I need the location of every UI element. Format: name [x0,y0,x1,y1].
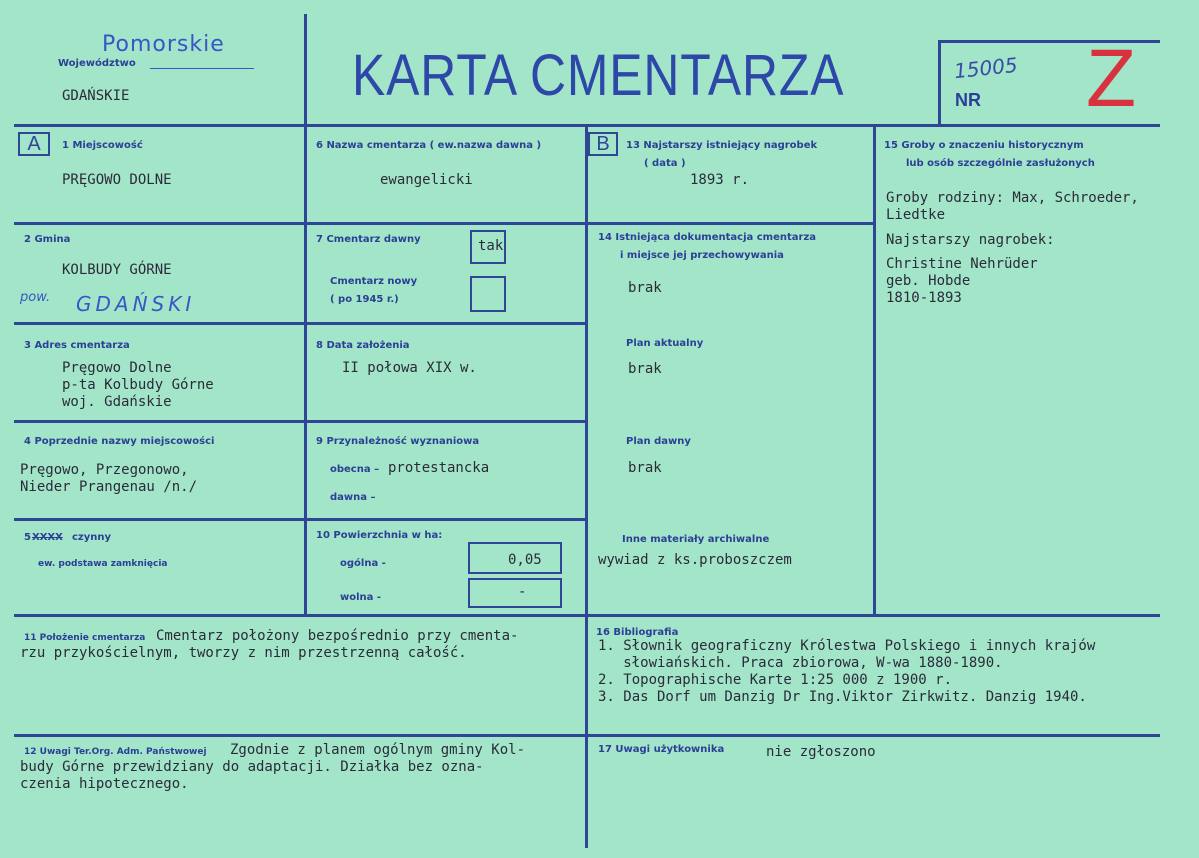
divider-row4 [14,518,588,521]
f10-free-box [468,578,562,608]
f17-value: nie zgłoszono [766,744,876,760]
f7b-checkbox [470,276,506,312]
f10-total-value: 0,05 [508,552,542,568]
region-underline [150,68,254,69]
region-handwritten: Pomorskie [102,32,225,57]
f10-free-label: wolna - [340,592,382,603]
f10-free-value: - [518,584,527,600]
region-label: Województwo [58,58,136,69]
f9-current-value: protestancka [388,460,490,476]
divider-row6 [14,734,1160,737]
f15-label2: lub osób szczególnie zasłużonych [906,158,1095,169]
plan-current-label: Plan aktualny [626,338,704,349]
divider-row3 [14,420,588,423]
f1-label: 1 Miejscowość [62,140,143,151]
plan-former-value: brak [628,460,662,476]
category-letter: Z [1086,33,1137,124]
other-materials-label: Inne materiały archiwalne [622,534,770,545]
f8-value: II połowa XIX w. [342,360,477,376]
f14-label2: i miejsce jej przechowywania [620,250,784,261]
f15-value: Groby rodziny: Max, Schroeder, Liedtke [886,190,1139,223]
f15-value2: Najstarszy nagrobek: [886,232,1055,248]
section-b-badge: B [588,132,618,156]
f12-label: 12 Uwagi Ter.Org. Adm. Państwowej [24,747,207,757]
f17-label: 17 Uwagi użytkownika [598,744,725,755]
f10-label: 10 Powierzchnia w ha: [316,530,443,541]
f8-label: 8 Data założenia [316,340,410,351]
f11-label: 11 Położenie cmentarza [24,633,146,643]
plan-former-label: Plan dawny [626,436,691,447]
f9-former-label: dawna – [330,492,376,503]
nr-label: NR [955,90,981,110]
f9-current-label: obecna – [330,464,380,475]
f4-label: 4 Poprzednie nazwy miejscowości [24,436,215,447]
divider-row1 [14,222,876,225]
divider-col3 [585,124,588,614]
f13-label2: ( data ) [644,158,686,169]
plan-current-value: brak [628,361,662,377]
f2-handwritten-prefix: pow. [20,290,51,305]
divider-row2 [14,322,588,325]
f13-value: 1893 r. [690,172,750,188]
f14-value: brak [628,280,662,296]
card-number-handwritten: 15005 [952,52,1019,84]
region-value: GDAŃSKIE [62,88,130,104]
other-materials-value: wywiad z ks.proboszczem [598,552,792,568]
f15-label: 15 Groby o znaczeniu historycznym [884,140,1084,151]
f3-value: Pręgowo Dolne p-ta Kolbudy Górne woj. Gdańskie [62,360,214,410]
f6-label: 6 Nazwa cmentarza ( ew.nazwa dawna ) [316,140,542,151]
f2-label: 2 Gmina [24,234,71,245]
divider-bottom-middle [585,614,588,848]
f15-value3: Christine Nehrüder geb. Hobde 1810-1893 [886,256,1038,306]
f5-sub-label: ew. podstawa zamknięcia [38,559,168,569]
f14-label: 14 Istniejąca dokumentacja cmentarza [598,232,817,243]
f16-value: 1. Słownik geograficzny Królestwa Polskiego i innych krajów słowiańskich. Praca zbiorowa, W-wa 1880-1890. 2. Topographische Karte 1:25 000 z 1900 r. 3. Das Dorf um Danzig Dr Ing.Viktor Zirkwitz. Danzig 1940. [598,638,1096,705]
section-a-badge: A [18,132,50,156]
f16-label: 16 Bibliografia [596,627,679,638]
f7-value: tak [478,238,504,254]
divider-header-left [304,14,307,614]
f7b-label2: ( po 1945 r.) [330,294,399,305]
f13-label: 13 Najstarszy istniejący nagrobek [626,140,818,151]
f5-label: czynny [72,532,112,543]
divider-col4 [873,124,876,614]
f11-value: Cmentarz położony bezpośrednio przy cmenta- rzu przykościelnym, tworzy z nim przestrzenną całość. [20,628,519,661]
f9-label: 9 Przynależność wyznaniowa [316,436,480,447]
card-title: KARTA CMENTARZA [352,43,845,108]
f5-label-struck: XXXX [32,532,63,543]
divider-nr-box-left [938,40,941,124]
f2-handwritten: GDAŃSKI [76,292,196,316]
f1-value: PRĘGOWO DOLNE [62,172,172,188]
f2-value: KOLBUDY GÓRNE [62,262,172,278]
f5-label-prefix: 5 [24,532,31,543]
f6-value: ewangelicki [380,172,473,188]
f10-total-label: ogólna - [340,558,386,569]
f7-label: 7 Cmentarz dawny [316,234,421,245]
f12-value: Zgodnie z planem ogólnym gminy Kol- budy Górne przewidziany do adaptacji. Działka bez ozna- czenia hipotecznego. [20,742,526,792]
f7b-label: Cmentarz nowy [330,276,418,287]
f3-label: 3 Adres cmentarza [24,340,130,351]
f4-value: Pręgowo, Przegonowo, Nieder Prangenau /n./ [20,462,198,495]
